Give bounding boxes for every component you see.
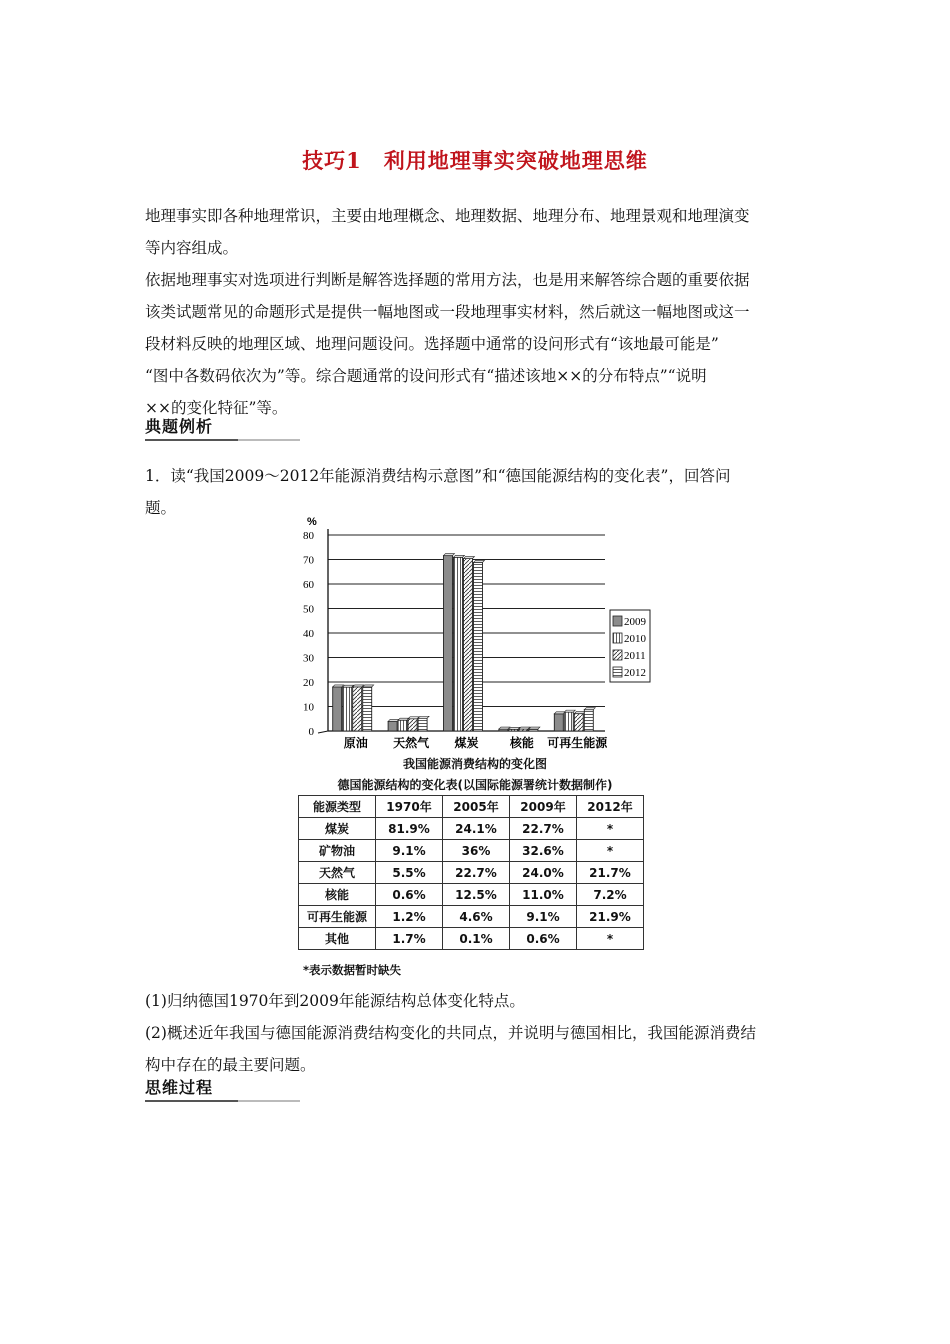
energy-type-cell: 可再生能源 bbox=[299, 906, 376, 928]
bar-top-2012-4 bbox=[584, 708, 595, 710]
bar-2012-2 bbox=[474, 562, 483, 731]
bar-top-2009-0 bbox=[333, 685, 344, 687]
intro-line: 段材料反映的地理区域、地理问题设问。选择题中通常的设问形式有“该地最可能是” bbox=[145, 335, 719, 353]
bar-top-2010-1 bbox=[398, 718, 409, 720]
energy-type-cell: 煤炭 bbox=[299, 818, 376, 840]
section-heading-underline bbox=[145, 1100, 300, 1102]
table-header-cell: 1970年 bbox=[376, 796, 443, 818]
bar-top-2011-2 bbox=[464, 557, 475, 559]
sub-question-2: (2)概述近年我国与德国能源消费结构变化的共同点，并说明与德国相比，我国能源消费结 bbox=[145, 1024, 756, 1042]
question-line: 1．读“我国2009～2012年能源消费结构示意图”和“德国能源结构的变化表”，回答问 bbox=[145, 467, 731, 485]
table-cell: 0.6% bbox=[376, 884, 443, 906]
y-tick-label: 0 bbox=[308, 726, 314, 738]
bar-2009-4 bbox=[554, 714, 563, 731]
y-tick-label: 40 bbox=[303, 628, 314, 640]
question-line: 题。 bbox=[145, 499, 177, 517]
table-cell: 22.7% bbox=[443, 862, 510, 884]
table-cell: 81.9% bbox=[376, 818, 443, 840]
energy-type-cell: 矿物油 bbox=[299, 840, 376, 862]
bar-2010-4 bbox=[564, 712, 573, 731]
bar-2012-0 bbox=[363, 687, 372, 731]
intro-paragraph bbox=[145, 200, 810, 424]
page-title: 技巧1 利用地理事实突破地理思维 bbox=[302, 148, 648, 173]
bar-top-2010-2 bbox=[454, 555, 465, 557]
table-cell: 12.5% bbox=[443, 884, 510, 906]
table-cell: 9.1% bbox=[376, 840, 443, 862]
bar-top-2009-3 bbox=[499, 727, 510, 729]
bar-top-2010-0 bbox=[343, 685, 354, 687]
table-row bbox=[299, 884, 644, 906]
table-cell: 7.2% bbox=[577, 884, 644, 906]
legend-label-2011: 2011 bbox=[624, 650, 646, 662]
bar-top-2009-2 bbox=[444, 554, 455, 556]
sub-question-2-cont: 构中存在的最主要问题。 bbox=[145, 1056, 316, 1074]
bar-top-2011-1 bbox=[408, 717, 419, 719]
bar-2010-2 bbox=[454, 557, 463, 731]
bar-2010-0 bbox=[343, 687, 352, 731]
bar-top-2012-3 bbox=[529, 727, 540, 729]
section-heading-thinking bbox=[145, 1075, 300, 1102]
bar-2011-4 bbox=[574, 714, 583, 731]
bar-2012-4 bbox=[584, 710, 593, 731]
y-tick-label: 60 bbox=[303, 579, 314, 591]
bar-top-2011-0 bbox=[353, 685, 364, 687]
intro-line: 等内容组成。 bbox=[145, 239, 239, 257]
intro-line: 依据地理事实对选项进行判断是解答选择题的常用方法，也是用来解答综合题的重要依据 bbox=[145, 271, 750, 289]
table-cell: 24.0% bbox=[510, 862, 577, 884]
y-tick-label: 70 bbox=[303, 554, 314, 567]
energy-type-cell: 天然气 bbox=[299, 862, 376, 884]
axis-floor-edge bbox=[318, 731, 328, 733]
table-cell: 21.7% bbox=[577, 862, 644, 884]
intro-line: 地理事实即各种地理常识，主要由地理概念、地理数据、地理分布、地理景观和地理演变 bbox=[145, 207, 750, 225]
bar-2010-1 bbox=[398, 720, 407, 731]
legend-label-2009: 2009 bbox=[624, 616, 646, 628]
y-tick-label: 80 bbox=[303, 530, 314, 542]
table-caption: 德国能源结构的变化表(以国际能源署统计数据制作) bbox=[337, 778, 613, 792]
bar-2009-2 bbox=[444, 556, 453, 731]
table-cell: 24.1% bbox=[443, 818, 510, 840]
table-header-cell: 2012年 bbox=[577, 796, 644, 818]
table-note: *表示数据暂时缺失 bbox=[303, 963, 402, 977]
section-heading-examples bbox=[145, 414, 300, 441]
x-category-label: 原油 bbox=[343, 736, 368, 750]
bar-2011-1 bbox=[408, 719, 417, 731]
table-cell: 1.7% bbox=[376, 928, 443, 950]
bar-top-2012-1 bbox=[418, 716, 429, 718]
legend-label-2010: 2010 bbox=[624, 633, 646, 645]
energy-chart bbox=[285, 512, 665, 756]
intro-line: ××的变化特征”等。 bbox=[145, 399, 288, 417]
section-heading-underline bbox=[145, 439, 300, 441]
table-header-cell: 能源类型 bbox=[299, 796, 376, 818]
table-cell: 32.6% bbox=[510, 840, 577, 862]
legend-swatch-2011 bbox=[613, 650, 622, 660]
table-cell: 9.1% bbox=[510, 906, 577, 928]
table-header-cell: 2005年 bbox=[443, 796, 510, 818]
legend-label-2012: 2012 bbox=[624, 667, 646, 679]
table-cell: * bbox=[577, 818, 644, 840]
table-cell: 0.1% bbox=[443, 928, 510, 950]
table-cell: 4.6% bbox=[443, 906, 510, 928]
intro-line: “图中各数码依次为”等。综合题通常的设问形式有“描述该地××的分布特点”“说明 bbox=[145, 367, 707, 385]
x-category-label: 核能 bbox=[509, 736, 534, 750]
table-header-cell: 2009年 bbox=[510, 796, 577, 818]
table-cell: 36% bbox=[443, 840, 510, 862]
table-cell: 22.7% bbox=[510, 818, 577, 840]
table-row bbox=[299, 818, 644, 840]
bar-2009-1 bbox=[388, 721, 397, 731]
table-row bbox=[299, 862, 644, 884]
table-row bbox=[299, 840, 644, 862]
sub-question-1: (1)归纳德国1970年到2009年能源结构总体变化特点。 bbox=[145, 992, 525, 1010]
y-tick-label: 20 bbox=[303, 677, 314, 689]
x-category-label: 煤炭 bbox=[454, 736, 479, 750]
y-tick-label: 10 bbox=[303, 701, 314, 714]
y-tick-label: 50 bbox=[303, 603, 314, 616]
bar-top-2010-4 bbox=[564, 710, 575, 712]
legend-swatch-2012 bbox=[613, 667, 622, 677]
bar-top-2009-4 bbox=[554, 712, 565, 714]
energy-type-cell: 核能 bbox=[299, 884, 376, 906]
table-row bbox=[299, 906, 644, 928]
bar-top-2011-4 bbox=[574, 712, 585, 714]
table-cell: * bbox=[577, 840, 644, 862]
section-heading-text: 思维过程 bbox=[145, 1078, 214, 1097]
bar-2009-0 bbox=[333, 687, 342, 731]
table-cell: 21.9% bbox=[577, 906, 644, 928]
bar-top-2011-3 bbox=[519, 727, 530, 729]
table-cell: 0.6% bbox=[510, 928, 577, 950]
bar-2011-2 bbox=[464, 559, 473, 731]
table-header-row bbox=[299, 796, 644, 818]
table-cell: * bbox=[577, 928, 644, 950]
section-heading-text: 典题例析 bbox=[145, 417, 214, 436]
bar-2011-0 bbox=[353, 687, 362, 731]
legend-swatch-2010 bbox=[613, 633, 622, 643]
bar-top-2012-0 bbox=[363, 685, 374, 687]
sub-questions bbox=[145, 985, 810, 1081]
chart-title: 我国能源消费结构的变化图 bbox=[402, 757, 547, 771]
table-row bbox=[299, 928, 644, 950]
table-cell: 5.5% bbox=[376, 862, 443, 884]
table-cell: 11.0% bbox=[510, 884, 577, 906]
intro-line: 该类试题常见的命题形式是提供一幅地图或一段地理事实材料，然后就这一幅地图或这一 bbox=[145, 303, 750, 321]
x-category-label: 可再生能源 bbox=[547, 736, 608, 750]
y-axis-unit: % bbox=[307, 516, 317, 528]
bar-2012-1 bbox=[418, 718, 427, 731]
germany-energy-table bbox=[298, 795, 644, 950]
bar-top-2012-2 bbox=[474, 560, 485, 562]
legend-swatch-2009 bbox=[613, 616, 622, 626]
energy-type-cell: 其他 bbox=[299, 928, 376, 950]
y-tick-label: 30 bbox=[303, 652, 314, 665]
energy-chart-svg bbox=[285, 512, 665, 752]
bar-top-2010-3 bbox=[509, 727, 520, 729]
bar-top-2009-1 bbox=[388, 719, 399, 721]
x-category-label: 天然气 bbox=[393, 736, 430, 750]
table-cell: 1.2% bbox=[376, 906, 443, 928]
